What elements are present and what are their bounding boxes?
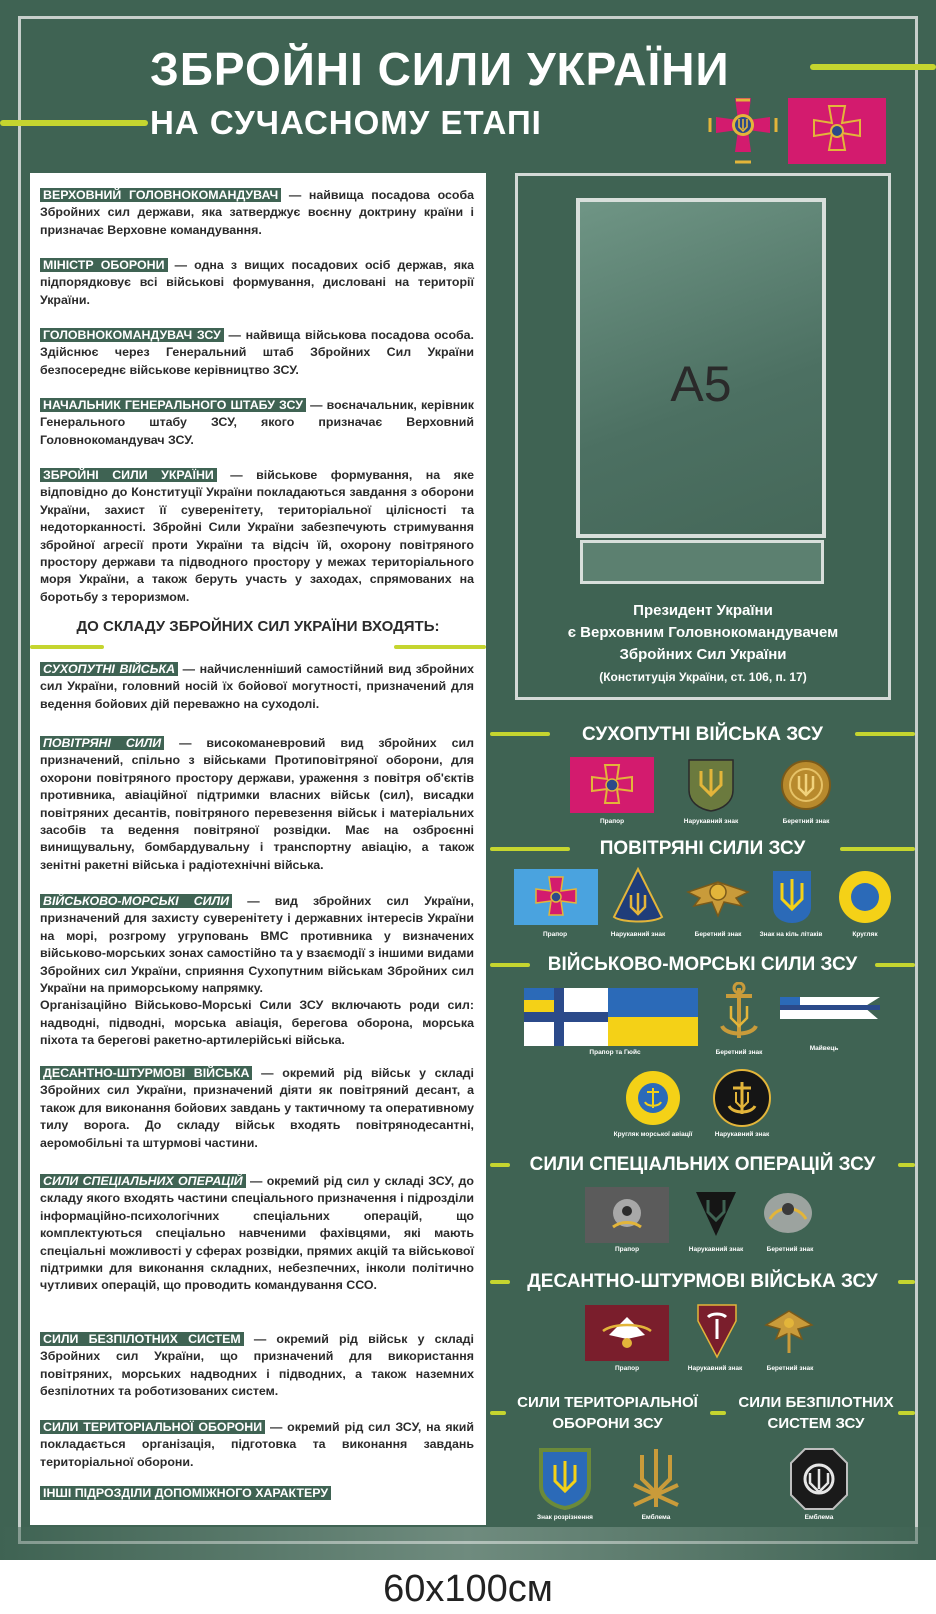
navy-caption-sleeve: Нарукавний знак (714, 1131, 770, 1138)
bottom-strip (0, 1527, 936, 1560)
page-title: ЗБРОЙНІ СИЛИ УКРАЇНИ (150, 43, 730, 95)
dshv-caption-sleeve: Нарукавний знак (687, 1365, 743, 1372)
definition-text: — найвища військова посадова особа. Здійснює через Генеральний штаб Збройних Сил України безпосереднє військове керівництво ЗСУ. (40, 328, 474, 377)
ground-forces-flag-icon (788, 98, 886, 164)
navy-beret-badge-icon (716, 982, 762, 1044)
navy-caption-beret: Беретний знак (715, 1049, 763, 1056)
navy-caption-flag-jack: Прапор та Гюйс (589, 1049, 641, 1056)
navy-heading: ВІЙСЬКОВО-МОРСЬКІ СИЛИ ЗСУ (547, 954, 858, 975)
ubs-heading-line2: СИСТЕМ ЗСУ (767, 1415, 865, 1432)
tro-heading (505, 1392, 710, 1434)
tro-heading-line2: ОБОРОНИ ЗСУ (552, 1415, 663, 1432)
navy-caption-aviation-roundel: Кругляк морської авіації (613, 1131, 693, 1138)
branch-special-operations (40, 1173, 474, 1295)
definition-armed-forces (40, 467, 474, 606)
composition-accent-left (30, 645, 104, 649)
sso-beret-badge-icon (760, 1189, 816, 1237)
header-accent-line-right (810, 64, 936, 70)
dshv-caption-flag: Прапор (614, 1365, 640, 1372)
term-badge: СИЛИ СПЕЦІАЛЬНИХ ОПЕРАЦІЙ (40, 1174, 246, 1188)
branch-other-units (40, 1485, 474, 1502)
branch-unmanned-systems (40, 1331, 474, 1401)
navy-pennant-icon (780, 995, 880, 1023)
ground-forces-cross-icon (708, 98, 778, 164)
composition-heading: ДО СКЛАДУ ЗБРОЙНИХ СИЛ УКРАЇНИ ВХОДЯТЬ: (76, 618, 440, 635)
term-badge: ДЕСАНТНО-ШТУРМОВІ ВІЙСЬКА (40, 1066, 252, 1080)
ground-flag-icon (570, 757, 654, 813)
ubs-emblem-icon (790, 1447, 848, 1511)
tro-heading-accent-left (490, 1411, 506, 1415)
dshv-beret-badge-icon (760, 1305, 818, 1359)
dshv-caption-beret: Беретний знак (766, 1365, 814, 1372)
definition-defense-minister (40, 257, 474, 309)
air-caption-flag: Прапор (542, 931, 568, 938)
ground-sleeve-patch-icon (686, 757, 736, 813)
term-badge: СИЛИ БЕЗПІЛОТНИХ СИСТЕМ (40, 1332, 244, 1346)
definition-text: — військове формування, на яке відповідно до Конституції України покладаються завдання з оборони України, захист її суверенітету, територіальної цілісності та недоторканності. Збройні Сили України забезпечують стримування збройної агресії проти України та відсіч їй, охорону повітряного простору держави та підводного простору у межах територіального моря України, а також беруть участь у заходах, спрямованих на боротьбу з тероризмом. (40, 468, 474, 604)
tro-insignia-icon (538, 1447, 592, 1511)
term-badge: ПОВІТРЯНІ СИЛИ (40, 736, 164, 750)
definition-text: — воєначальник, керівник Генерального штабу ЗСУ, якого призначає Верховний Головнокомандувач ЗСУ. (40, 398, 474, 447)
a5-label: А5 (670, 356, 732, 412)
air-beret-badge-icon (680, 872, 756, 922)
dshv-heading: ДЕСАНТНО-ШТУРМОВІ ВІЙСЬКА ЗСУ (527, 1271, 878, 1292)
air-sleeve-patch-icon (612, 867, 664, 927)
ubs-heading (726, 1392, 906, 1434)
navy-ensign-icon (524, 988, 608, 1046)
branch-text-2: Організаційно Військово-Морські Сили ЗСУ включають роди сил: надводні, підводні, морська авіація, берегова оборона, морська піхота та берегові ракетно-артилерійські війська. (40, 998, 474, 1048)
president-caption-line2: є Верховним Головнокомандувачем (567, 624, 839, 641)
ground-caption-sleeve: Нарукавний знак (683, 818, 739, 825)
branch-text: — окремий рід військ у складі Збройних сил України, що призначений для використання повітряних, морських надводних і підводних, а також наземних безпілотних та роботизованих систем. (40, 1332, 474, 1399)
air-flag-icon (514, 869, 598, 925)
ground-caption-flag: Прапор (599, 818, 625, 825)
ground-beret-badge-icon (780, 758, 832, 812)
branch-territorial-defense (40, 1419, 474, 1471)
navy-sleeve-patch-icon (713, 1068, 771, 1128)
ubs-heading-line1: СИЛИ БЕЗПІЛОТНИХ (738, 1394, 894, 1411)
air-caption-tail-sign: Знак на кіль літаків (759, 931, 823, 938)
president-caption-line1: Президент України (633, 602, 773, 619)
branch-air-assault (40, 1065, 474, 1152)
tro-heading-line1: СИЛИ ТЕРИТОРІАЛЬНОЇ (517, 1394, 698, 1411)
header-accent-line-left (0, 120, 148, 126)
president-caption-line4: (Конституція України, ст. 106, п. 17) (599, 670, 807, 684)
tro-heading-accent-right (710, 1411, 726, 1415)
term-badge: ЗБРОЙНІ СИЛИ УКРАЇНИ (40, 468, 217, 482)
branch-navy (40, 893, 474, 1050)
air-tail-sign-icon (771, 869, 813, 925)
term-badge: ВІЙСЬКОВО-МОРСЬКІ СИЛИ (40, 894, 232, 908)
sso-sleeve-patch-icon (694, 1190, 738, 1238)
definition-supreme-commander (40, 187, 474, 239)
branch-ground-forces (40, 661, 474, 713)
tro-caption-insignia: Знак розрізнення (537, 1514, 593, 1521)
sso-flag-icon (585, 1187, 669, 1243)
a5-caption-slot (580, 540, 824, 584)
sso-caption-sleeve: Нарукавний знак (688, 1246, 744, 1253)
navy-aviation-roundel-icon (625, 1070, 681, 1126)
president-caption-line3: Збройних Сил України (619, 646, 787, 663)
ground-caption-beret: Беретний знак (782, 818, 830, 825)
term-badge: ГОЛОВНОКОМАНДУВАЧ ЗСУ (40, 328, 224, 342)
term-badge: ВЕРХОВНИЙ ГОЛОВНОКОМАНДУВАЧ (40, 188, 281, 202)
tro-caption-emblem: Емблема (641, 1514, 671, 1521)
term-badge: МІНІСТР ОБОРОНИ (40, 258, 168, 272)
definition-commander-in-chief (40, 327, 474, 379)
dshv-flag-icon (585, 1305, 669, 1361)
stand-size-label: 60x100см (383, 1568, 553, 1610)
sso-caption-beret: Беретний знак (766, 1246, 814, 1253)
term-badge: СИЛИ ТЕРИТОРІАЛЬНОЇ ОБОРОНИ (40, 1420, 265, 1434)
sso-caption-flag: Прапор (614, 1246, 640, 1253)
ground-forces-heading: СУХОПУТНІ ВІЙСЬКА ЗСУ (582, 724, 823, 745)
term-badge: НАЧАЛЬНИК ГЕНЕРАЛЬНОГО ШТАБУ ЗСУ (40, 398, 306, 412)
term-badge: ІНШІ ПІДРОЗДІЛИ ДОПОМІЖНОГО ХАРАКТЕРУ (40, 1486, 331, 1500)
branch-text: — найчисленніший самостійний вид збройних сил України, головний носій їх бойової могутності, призначений для ведення бойових дій переважно на суходолі. (40, 662, 475, 711)
branch-text: — високоманевровий вид збройних сил призначений, спільно з військами Протиповітряної оборони, для охорони повітряного простору держави, ураження з повітря об'єктів противника, авіаційної підтримки власних військ (сил), висадки повітряних десантів, повітряного перевезення військ і матеріальних засобів та ведення повітряної розвідки. Має на озброєнні винищувальну, бомбардувальну і транспортну авіацію, а також зенітні ракетні війська і радіотехнічні війська. (40, 736, 474, 872)
tro-emblem-icon (628, 1445, 684, 1511)
air-force-heading: ПОВІТРЯНІ СИЛИ ЗСУ (599, 838, 806, 859)
air-roundel-icon (838, 870, 892, 924)
page-subtitle: НА СУЧАСНОМУ ЕТАПІ (150, 104, 542, 141)
president-caption (515, 600, 891, 688)
definition-chief-of-general-staff (40, 397, 474, 449)
dshv-sleeve-patch-icon (696, 1303, 738, 1359)
navy-caption-pennant: Майвець (809, 1045, 839, 1052)
navy-jack-icon (608, 988, 698, 1046)
composition-accent-right (394, 645, 486, 649)
branch-text: — окремий рід сил у складі ЗСУ, до складу якого входять частини спеціального призначення і підрозділи інформаційно-психологічних спеціальних операцій, що комплектуються спеціально навченими фахівцями, які мають спеціальні можливості у сферах розвідки, прямих акцій та військової підтримки для виконання складних, небезпечних, інколи політично чутливих операцій, що проводить командування ССО. (40, 1174, 474, 1293)
air-caption-roundel: Кругляк (852, 931, 878, 938)
sso-heading: СИЛИ СПЕЦІАЛЬНИХ ОПЕРАЦІЙ ЗСУ (529, 1154, 876, 1175)
definitions-panel (30, 173, 486, 1525)
branch-text: — окремий рід сил ЗСУ, на який покладається організація, підготовка та виконання завдань територіальної оборони. (40, 1420, 474, 1469)
air-caption-sleeve: Нарукавний знак (610, 931, 666, 938)
branch-text: — вид збройних сил України, призначений для захисту суверенітету і державних інтересів України на морі, розгрому угруповань ВМС противника у визначених військово-морських зонах самостійно та у взаємодії з іншими видами Збройних сил України, сприяння Сухопутним військам Збройних сил України на приморському напрямку. (40, 894, 474, 996)
air-caption-beret: Беретний знак (694, 931, 742, 938)
term-badge: СУХОПУТНІ ВІЙСЬКА (40, 662, 178, 676)
branch-air-force (40, 735, 474, 874)
branch-text: — окремий рід військ у складі Збройних сил України, призначений діяти як повітряний десант, а також для виконання бойових завдань у тактичному та оперативному тилу ворога. До складу військ входять повітрянодесантні, аеромобільні та штурмові частини. (40, 1066, 474, 1150)
definition-text: — найвища посадова особа Збройних сил держави, яка затверджує воєнну доктрину країни і призначає Верховне командування. (40, 188, 474, 237)
ubs-caption-emblem: Емблема (804, 1514, 834, 1521)
definition-text: — одна з вищих посадових осіб держав, яка підпорядковує всі військові формування, дисловані на території України. (40, 258, 475, 307)
